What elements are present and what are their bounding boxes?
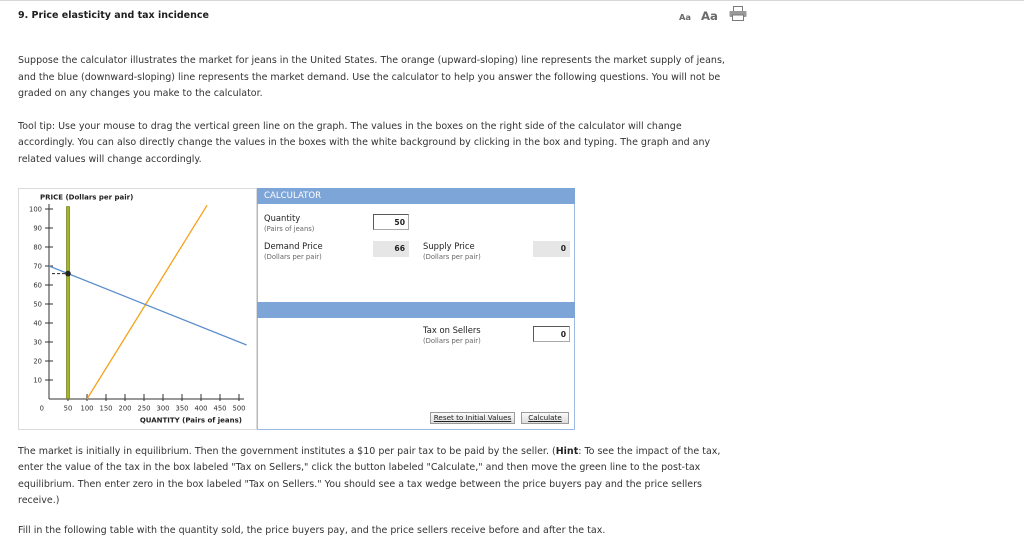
x-tick-label: 450 (213, 404, 227, 413)
market-line: receive.) (18, 495, 60, 506)
y-tick-label: 100 (29, 205, 42, 214)
market-line-end: : To see the impact of the tax, (578, 445, 721, 457)
tooltip-line: related values will change accordingly. (18, 153, 202, 165)
calculator-header (257, 188, 575, 204)
quantity-unit: (Pairs of jeans) (264, 224, 315, 233)
calculator-divider-band (257, 302, 575, 318)
hint-label: Hint (555, 445, 579, 457)
supply-price-label: Supply Price (423, 241, 475, 251)
printer-icon[interactable] (729, 6, 747, 21)
intro-paragraph (18, 53, 778, 103)
intro-line: and the blue (downward-sloping) line represents the market demand. Use the calculator to help you answer the following questions. You will not be (18, 71, 721, 83)
demand-price-point (65, 271, 71, 277)
demand-price-label: Demand Price (264, 241, 323, 251)
increase-font-button[interactable]: Aa (701, 9, 718, 23)
demand-price-unit: (Dollars per pair) (264, 252, 322, 261)
y-tick-label: 90 (33, 224, 42, 233)
tax-on-sellers-input[interactable] (533, 326, 570, 342)
reset-button[interactable]: Reset to Initial Values (430, 412, 515, 424)
table-instruction-paragraph (18, 523, 778, 540)
calculator-panel (257, 188, 575, 430)
quantity-label: Quantity (264, 213, 301, 223)
top-divider (0, 0, 1024, 1)
x-tick-label: 250 (137, 404, 151, 413)
y-tick-label: 20 (33, 357, 42, 366)
market-paragraph (18, 444, 778, 510)
market-line (18, 444, 778, 461)
tooltip-line: accordingly. You can also directly change the values in the boxes with the white background by clicking in the box and typing. The graph and any (18, 137, 711, 148)
tax-on-sellers-label: Tax on Sellers (423, 325, 481, 335)
y-tick-label: 80 (33, 243, 42, 252)
decrease-font-button[interactable]: Aa (679, 12, 692, 22)
x-tick-label: 350 (175, 404, 189, 413)
market-line-start: The market is initially in equilibrium. Then the government institutes a $10 per pair tax to be paid by the seller. ( (18, 445, 556, 457)
x-tick-label: 50 (63, 404, 73, 413)
market-line: equilibrium. Then enter zero in the box labeled "Tax on Sellers." You should see a tax wedge between the price buyers pay and the price sellers (18, 478, 702, 490)
tooltip-paragraph (18, 119, 778, 169)
supply-demand-graph (18, 188, 257, 430)
y-tick-label: 60 (33, 281, 42, 290)
supply-price-value: 0 (533, 241, 570, 257)
supply-price-unit: (Dollars per pair) (423, 252, 481, 261)
y-tick-label: 40 (33, 319, 42, 328)
calculate-button[interactable]: Calculate (521, 412, 569, 424)
x-tick-label: 500 (232, 404, 246, 413)
intro-line: Suppose the calculator illustrates the market for jeans in the United States. The orange (upward-sloping) line represents the market supply of jeans, (18, 55, 725, 66)
origin-label: 0 (39, 404, 44, 413)
market-line: enter the value of the tax in the box labeled "Tax on Sellers," click the button labeled "Calculate," and then move the green line to the post-tax (18, 462, 701, 473)
x-tick-label: 300 (156, 404, 170, 413)
y-tick-label: 50 (33, 300, 42, 309)
x-axis-title: QUANTITY (Pairs of jeans) (139, 416, 242, 425)
x-tick-label: 200 (118, 404, 132, 413)
x-tick-label: 400 (194, 404, 208, 413)
table-instruction: Fill in the following table with the quantity sold, the price buyers pay, and the price sellers receive before and after the tax. (18, 524, 606, 536)
tooltip-line: Tool tip: Use your mouse to drag the vertical green line on the graph. The values in the boxes on the right side of the calculator will change (18, 120, 682, 132)
page-title: 9. Price elasticity and tax incidence (18, 10, 209, 21)
tax-on-sellers-unit: (Dollars per pair) (423, 336, 481, 345)
graph-frame (19, 189, 257, 430)
intro-line: graded on any changes you make to the calculator. (18, 88, 263, 99)
calculator-title: CALCULATOR (264, 191, 322, 201)
quantity-input[interactable] (373, 214, 409, 230)
demand-price-value: 66 (373, 241, 409, 257)
y-tick-label: 30 (33, 338, 42, 347)
x-tick-label: 150 (99, 404, 113, 413)
y-axis-title: PRICE (Dollars per pair) (40, 193, 134, 202)
y-tick-label: 70 (33, 262, 42, 271)
y-tick-label: 10 (33, 376, 42, 385)
x-tick-label: 100 (80, 404, 94, 413)
